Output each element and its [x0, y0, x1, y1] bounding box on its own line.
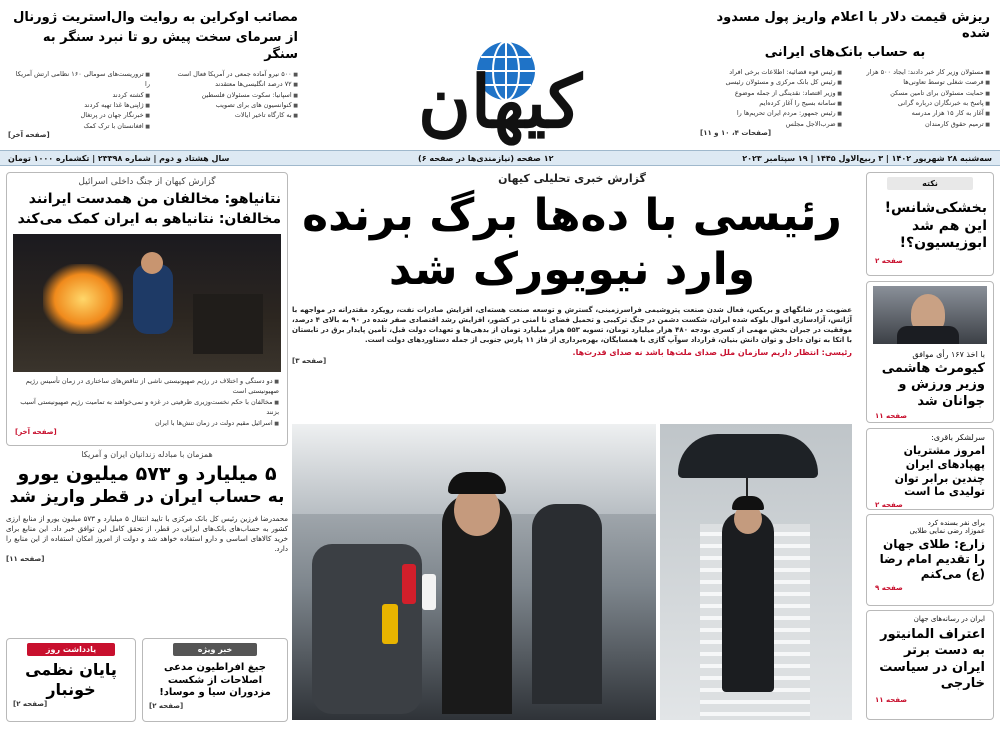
logo-text: کیهان: [417, 59, 582, 144]
page-count: ۱۲ صفحه (نیازمندی‌ها در صفحه ۶): [418, 153, 554, 163]
kicker: برای نفر بسنده کرد: [927, 519, 985, 527]
israel-story[interactable]: [6, 172, 288, 446]
monitor-box[interactable]: [866, 610, 994, 720]
subheadline: از سرمای سخت پیش رو تا نبرد سنگر به سنگر: [42, 30, 298, 62]
page-ref: [صفحه ۲]: [149, 701, 184, 710]
minister-photo: [873, 286, 987, 344]
page-ref: [صفحه ۱۱]: [6, 554, 45, 563]
bullet-list: ■ تروریست‌های سومالی ۱۶۰ نظامی ارتش آمریکا را ■ کشته کردند ■ ژاپنی‌ها غذا تهیه کردند ■ خبرنگار جهان در پرتغال ■ افغانستان با ترک کمک: [10, 69, 150, 131]
story-body: محمدرضا فرزین رئیس کل بانک مرکزی با تایید انتقال ۵ میلیارد و ۵۷۳ میلیون یورو از منابع ارزی کشور به حساب‌های بانک‌های ایرانی در قطر، از تحقق کامل این توافق خبر داد. این منابع برای خرید کالاهای اساسی و دارو استفاده خواهد شد و دولت از امروز امکان استفاده از این منابع را دارد.: [6, 515, 288, 554]
headline: کیومرث هاشمی وزیر ورزش و جوانان شد: [881, 361, 985, 409]
subheadline: به حساب بانک‌های ایرانی: [764, 44, 926, 60]
bullet-list: ■ رئیس قوه قضائیه: اطلاعات برخی افراد ■ رئیس کل بانک مرکزی و مسئولان رئیسی ■ وزیر اقتصاد: نقدینگی از جمله موضوع ■ سامانه بسیج را آغاز کرده‌ایم ■ رئیس جمهور: مردم ایران تحریم‌ها را ■ ضرب‌الاجل مجلس: [702, 67, 842, 129]
military-box[interactable]: [866, 428, 994, 510]
headline: به حساب ایران در قطر واریز شد: [9, 486, 285, 507]
nokte-box[interactable]: [866, 172, 994, 276]
kicker: گزارش خبری تحلیلی کیهان: [498, 172, 646, 185]
page-ref: [صفحه آخر]: [8, 131, 50, 140]
masthead-left-story[interactable]: [8, 10, 298, 139]
lead-headline-line2: وارد نیویورک شد: [388, 244, 756, 295]
protest-photo: [13, 234, 281, 372]
issue-number: سال هشتاد و دوم | شماره ۲۳۳۹۸ | تکشماره ۱۰۰۰ تومان: [8, 153, 230, 163]
lead-story[interactable]: [292, 172, 852, 422]
page-ref: صفحه ۱۱: [875, 696, 908, 704]
editorial-box[interactable]: [6, 638, 136, 722]
page-ref: [صفحه ۲]: [13, 700, 48, 708]
headline: مخالفان: نتانیاهو به ایران کمک می‌کند: [17, 210, 281, 227]
headline: جیغ افراطیون مدعی اصلاحات از شکست مزدوران سیا و موساد!: [159, 662, 271, 698]
headline: زارع: طلای جهان را تقدیم امام رضا (ع) می‌کنم: [879, 537, 985, 581]
bullet-list: ■ ۵۰۰ نیرو آماده جمعی در آمریکا فعال است ■ ۷۲ درصد انگلیسی‌ها معتقدند ■ اسپانیا: سکوت مسئولان فلسطین ■ کنوانسیون های برای تصویب ■ به کارگاه تاخیر ایالات: [158, 69, 298, 131]
headline: خونبار: [46, 680, 96, 699]
section-tag: نکته: [887, 177, 973, 190]
logo: [330, 30, 670, 145]
lead-headline-line1: رئیسی با ده‌ها برگ برنده: [302, 190, 842, 241]
lead-quote: رئیسی: انتظار داریم سازمان ملل صدای ملت‌ها باشد نه صدای قدرت‌ها.: [572, 347, 852, 357]
page-ref: صفحه ۲: [875, 256, 903, 265]
gold-box[interactable]: [866, 514, 994, 606]
page-ref: صفحه ۱۱: [875, 411, 908, 420]
lead-photo-arrival: [660, 424, 852, 720]
headline: ریزش قیمت دلار با اعلام واریز پول مسدود شده: [716, 10, 990, 42]
dateline-band: [0, 150, 1000, 166]
kicker: عموزاد رضی نمایی طلایی: [909, 527, 985, 535]
lead-body: عضویت در شانگهای و بریکس، فعال شدن صنعت پتروشیمی فراسرزمینی، گسترش و توسعه صنعت هسته‌ای، افزایش صادرات نفت، رویکرد مقتدرانه در مواجهه با آژانس، آزادسازی اموال بلوکه شده ایران، شکست دشمن در جنگ ترکیبی و تحمیل فضای نا امنی در کشور، افزایش رشد اقتصادی صفر شده در ۹۰ به بالای ۴ درصد، موفقیت در جبران بخش مهمی از کسری بودجه ۴۸۰ هزار میلیارد تومان، تسویه ۵۵۳ هزار میلیارد تومان از بدهی‌ها و تعهدات دولت قبل، تأمین پایدار برق در تابستان با اتکا به توان داخل و توان دانش بنیان، قرارداد سوآپ گازی با همسایگان، بهره‌برداری از فاز ۱۱ پارس جنوبی از جمله دستاوردهای دولت است.: [292, 306, 853, 345]
bullet-list: ■ دو دستگی و اختلاف در رژیم صهیونیستی ناشی از تناقض‌های ساختاری در زمان تأسیس رژیم صهیونیستی است ■ مخالفان با حکم نخست‌وزیری ظرفیتی در غزه و نمی‌خواهند به تمامیت رژیم صهیونیستی آسیب بزنند ■ اسرائیل مقیم دولت در زمان تنش‌ها با ایران: [7, 376, 287, 428]
euro-story[interactable]: [6, 450, 288, 634]
sport-box[interactable]: [866, 281, 994, 423]
bullet-list: ■ مسئولان وزیر کار خبر دادند: ایجاد ۵۰۰ هزار ■ فرصت شغلی توسط تعاونی‌ها ■ حمایت مسئولان برای تامین مسکن ■ پاسخ به خبرنگاران درباره گرانی ■ آغاز به کار ۱۵ هزار مدرسه ■ ترمیم حقوق کارمندان: [850, 67, 990, 129]
page-ref: صفحه ۲: [875, 501, 903, 509]
section-tag: یادداشت روز: [27, 643, 115, 656]
masthead: [0, 0, 1000, 150]
kicker: سرلشکر باقری:: [931, 433, 985, 442]
headline: بخشکی‌شانس! این هم شد ابوزیسیون؟!: [884, 200, 987, 251]
kicker: همزمان با مبادله زندانیان ایران و آمریکا: [81, 450, 213, 459]
page-ref: [صفحه ۳]: [292, 356, 327, 365]
headline: امروز مشتریان پهپادهای ایران چندین برابر توان تولیدی ما است: [894, 444, 985, 499]
kicker: با اخذ ۱۶۷ رأی موافق: [912, 350, 985, 359]
page-ref: صفحه ۹: [875, 584, 903, 592]
section-tag: خبر ویژه: [173, 643, 257, 656]
headline: نتانیاهو: مخالفان من همدست ایرانند: [28, 191, 281, 207]
headline: ۵ میلیارد و ۵۷۳ میلیون یورو: [17, 463, 277, 485]
headline: مصائب اوکراین به روایت وال‌استریت ژورنال: [13, 10, 298, 25]
special-news-box[interactable]: [142, 638, 288, 722]
headline: اعتراف المانیتور به دست برتر ایران در سیاست خارجی: [879, 627, 985, 691]
page-ref: [صفحه آخر]: [15, 427, 57, 436]
lead-photo-interview: [292, 424, 656, 720]
date: سه‌شنبه ۲۸ شهریور ۱۴۰۲ | ۳ ربیع‌الاول ۱۴۴۵ | ۱۹ سپتامبر ۲۰۲۳: [742, 153, 992, 163]
headline: پایان نظمی: [25, 660, 117, 679]
kicker: ایران در رسانه‌های جهان: [913, 615, 985, 623]
page-ref: [صفحات ۴، ۱۰ و ۱۱]: [700, 129, 772, 138]
kicker: گزارش کیهان از جنگ داخلی اسرائیل: [78, 177, 216, 187]
masthead-right-story[interactable]: [700, 10, 990, 137]
